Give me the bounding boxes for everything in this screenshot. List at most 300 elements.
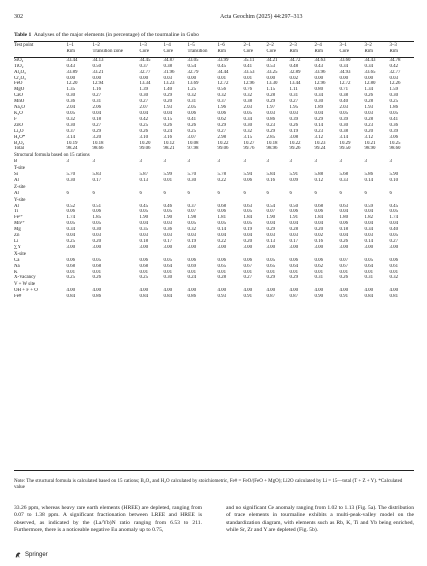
table-cell: 0.01 — [314, 269, 324, 275]
table-cell: 0.30 — [66, 177, 76, 183]
table-cell: 34.45 — [139, 57, 151, 63]
section-label: Y-site — [14, 197, 26, 203]
table-cell: 3 — [266, 159, 269, 165]
row-label: Total — [14, 146, 24, 152]
column-header-position — [14, 49, 66, 57]
running-header — [14, 14, 413, 24]
table-cell: 6 — [339, 190, 342, 196]
table-cell: 1.91 — [289, 215, 299, 221]
table-cell: 0.14 — [217, 227, 227, 233]
table-cell: 3.00 — [187, 244, 197, 250]
table-cell: 0.54 — [187, 63, 197, 69]
table-cell: 0.03 — [139, 233, 149, 239]
table-cell: 13.44 — [289, 81, 301, 87]
table-cell: 3 — [364, 159, 367, 165]
table-cell: 0.17 — [163, 239, 173, 244]
table-cell: 0.39 — [389, 128, 399, 134]
row-label: Zn — [14, 233, 20, 239]
table-cell: 0.14 — [364, 177, 374, 183]
table-cell: 3 — [243, 159, 246, 165]
table-cell: 35.11 — [243, 57, 255, 63]
table-cell: 0.25 — [139, 122, 149, 128]
table-cell: 0.04 — [266, 221, 276, 227]
table-cell: 1.90 — [266, 215, 276, 221]
table-cell: 0.06 — [243, 177, 253, 183]
table-cell: 0.20 — [314, 227, 324, 233]
table-cell: 0.25 — [389, 99, 399, 105]
table-cell: 0.01 — [66, 269, 76, 275]
table-cell: 5.90 — [389, 172, 399, 178]
table-cell: 0.02 — [314, 233, 324, 239]
publisher-name: Springer — [25, 552, 48, 558]
table-cell: 0.04 — [364, 221, 374, 227]
table-cell: 0.53 — [266, 63, 276, 69]
table-cell: 0.01 — [163, 177, 173, 183]
column-header-test-point: 2–4 — [314, 43, 322, 48]
table-cell: 0.06 — [289, 257, 299, 263]
table-cell: 0.28 — [364, 99, 374, 105]
table-cell: 0.62 — [217, 116, 227, 122]
column-header-position: Core — [243, 49, 266, 57]
table-cell: 0.07 — [266, 209, 276, 215]
table-cell: 33.21 — [92, 69, 104, 75]
table-cell: 13.34 — [139, 81, 151, 87]
table-cell: 4.00 — [266, 288, 276, 294]
table-cell: 0.71 — [339, 87, 349, 93]
table-cell: 0.25 — [66, 239, 76, 244]
table-cell: 6 — [389, 190, 392, 196]
table-cell: 6 — [217, 190, 220, 196]
table-cell: 0.48 — [289, 63, 299, 69]
table-cell: 0.86 — [187, 294, 197, 300]
table-cell: 0.05 — [364, 257, 374, 263]
row-label: Al₂O₃ — [14, 69, 26, 75]
table-cell: 0.06 — [243, 257, 253, 263]
column-header-label: Test point — [14, 43, 34, 48]
table-cell: 10.20 — [139, 140, 151, 146]
header-row-positions — [14, 49, 414, 57]
table-cell: 6 — [364, 190, 367, 196]
table-cell: 5.99 — [163, 172, 173, 178]
table-cell: 1.11 — [289, 87, 298, 93]
table-cell: 13.69 — [187, 81, 199, 87]
table-cell: 0.33 — [339, 177, 349, 183]
table-cell: 0.03 — [266, 233, 276, 239]
row-label: Mg — [14, 227, 21, 233]
table-cell: 0.38 — [339, 93, 349, 99]
row-label: X-Vacancy — [14, 275, 36, 281]
table-cell: 0.13 — [139, 177, 149, 183]
table-cell: 34.72 — [289, 57, 301, 63]
table-cell: 0.29 — [266, 128, 276, 134]
table-cell: 0.06 — [139, 257, 149, 263]
table-cell: 0.05 — [243, 221, 253, 227]
table-cell: 1.84 — [314, 215, 324, 221]
section-label: X-site — [14, 251, 26, 257]
section-row — [14, 152, 414, 159]
table-cell: 0.36 — [66, 99, 76, 105]
table-cell: 0.22 — [217, 177, 227, 183]
table-cell: 10.25 — [389, 140, 401, 146]
table-cell: 1.40 — [163, 87, 173, 93]
row-label: Na₂O — [14, 105, 25, 111]
table-cell: 0.30 — [163, 275, 173, 281]
row-label: OH + F + O — [14, 288, 38, 294]
body-text-left: 33.26 ppm, whereas heavy rare earth elements (HREE) are depleted, ranging from 0.07 to 1.38 ppm. A significant fractionation between LREE and HREE is observed, as indicated by the (La/Yb)N ratio ranging from 6.53 to 211. Furthermore, there is a noticeable negative Eu anomaly up to 0.75, — [14, 505, 202, 534]
table-cell: 0.32 — [243, 128, 253, 134]
table-cell: 0.05 — [243, 209, 253, 215]
row-label: ZnO — [14, 122, 23, 128]
table-cell: 0.04 — [217, 233, 227, 239]
table-cell: 3.00 — [364, 244, 374, 250]
table-cell: 0.00 — [139, 75, 149, 81]
table-cell: 0.86 — [92, 294, 102, 300]
table-cell: 0.31 — [289, 93, 299, 99]
table-cell: 6 — [163, 190, 166, 196]
table-cell: 0.38 — [163, 63, 173, 69]
table-cell: 0.29 — [217, 122, 227, 128]
table-cell: 3.20 — [92, 134, 102, 140]
table-cell: 33.99 — [217, 57, 229, 63]
table-cell: 0.07 — [187, 209, 197, 215]
table-cell: 3 — [66, 159, 69, 165]
table-cell: 0.06 — [339, 221, 349, 227]
column-header-test-point: 1–5 — [187, 43, 195, 48]
table-cell: 0.68 — [217, 203, 227, 209]
table-cell: 3.14 — [339, 134, 349, 140]
table-cell: 0.05 — [66, 221, 76, 227]
table-cell: 0.05 — [163, 257, 173, 263]
table-cell: 13.23 — [163, 81, 175, 87]
table-cell: 34.78 — [389, 57, 401, 63]
table-cell: 0.03 — [364, 110, 374, 116]
column-header-position: Rim — [364, 49, 389, 57]
column-header-test-point: 1–2 — [92, 43, 100, 48]
column-header-position: Core — [339, 49, 364, 57]
table-cell: 0.03 — [187, 233, 197, 239]
column-header-position: Rim — [66, 49, 92, 57]
table-cell: 0.84 — [139, 294, 149, 300]
table-cell: 4.00 — [364, 288, 374, 294]
table-cell: 3.10 — [139, 134, 149, 140]
table-cell: 34.63 — [314, 57, 326, 63]
table-cell: 3.12 — [364, 134, 374, 140]
table-cell: 0.63 — [339, 203, 349, 209]
table-cell: 1.89 — [314, 105, 324, 111]
table-cell: 0.87 — [289, 294, 299, 300]
row-label: Li₂O — [14, 128, 24, 134]
table-cell: 0.07 — [339, 257, 349, 263]
table-cell: 0.27 — [243, 275, 253, 281]
table-cell: 98.24 — [66, 146, 78, 152]
table-cell: 0.30 — [139, 93, 149, 99]
column-header-test-point: 1–4 — [163, 43, 171, 48]
table-cell: 0.30 — [66, 122, 76, 128]
table-cell: 3 — [139, 159, 142, 165]
row-label: Si — [14, 172, 19, 178]
section-label: Structural formula based on 15 cations — [14, 153, 90, 159]
table-cell: 0.84 — [66, 294, 76, 300]
table-cell: 31.96 — [163, 69, 175, 75]
table-cell: 0.34 — [314, 93, 324, 99]
table-cell: 1.39 — [139, 87, 149, 93]
table-cell: 0.64 — [364, 263, 374, 269]
row-label: MnO — [14, 99, 25, 105]
body-text-right: and no significant Ce anomaly ranging from 1.02 to 1.13 (Fig. 5a). The distribution of trace elements in tourmaline exhibits a multi-peak-valley model on the standardization diagram, with elements such as Rb, K, Ti and Yb being enriched, while Sr, Zr and Y are depleted (Fig. 5b). — [226, 505, 414, 534]
table-cell: 0.29 — [266, 227, 276, 233]
table-cell: 0.36 — [389, 122, 399, 128]
column-header-test-point: 1–3 — [139, 43, 147, 48]
table-cell: 5.70 — [66, 172, 76, 178]
table-cell: 0.05 — [266, 257, 276, 263]
table-cell: 0.05 — [139, 209, 149, 215]
table-cell: 0.00 — [187, 75, 197, 81]
table-cell: 4.00 — [139, 288, 149, 294]
column-header-test-point: 1–1 — [66, 43, 74, 48]
table-cell: 0.63 — [243, 203, 253, 209]
table-cell: 0.19 — [243, 227, 253, 233]
table-cell: 0.23 — [364, 122, 374, 128]
column-header-test-point: 2–2 — [266, 43, 274, 48]
table-cell: 0.00 — [339, 75, 349, 81]
table-cell: 12.94 — [92, 81, 104, 87]
table-cell: 3.00 — [217, 244, 227, 250]
table-cell: 0.05 — [243, 110, 253, 116]
table-cell: 0.34 — [243, 116, 253, 122]
column-header-test-point: 3–1 — [339, 43, 347, 48]
table-cell: 0.25 — [66, 275, 76, 281]
table-cell: 99.06 — [139, 146, 151, 152]
table-cell: 3 — [339, 159, 342, 165]
table-cell: 0.39 — [339, 116, 349, 122]
table-cell: 1.74 — [66, 215, 76, 221]
table-cell: 0.34 — [339, 63, 349, 69]
table-cell: 33.96 — [314, 69, 326, 75]
table-cell: 1.98 — [187, 215, 197, 221]
table-cell: 0.23 — [266, 122, 276, 128]
row-label: B — [14, 159, 18, 165]
table-cell: 0.29 — [289, 275, 299, 281]
table-cell: 0.68 — [66, 263, 76, 269]
table-cell: 12.26 — [389, 81, 401, 87]
table-cell: 0.05 — [217, 221, 227, 227]
table-cell: 0.32 — [66, 116, 76, 122]
table-cell: 2.98 — [217, 134, 227, 140]
table-cell: 0.01 — [243, 269, 253, 275]
table-cell: 0.04 — [389, 221, 399, 227]
row-label: Li — [14, 239, 19, 244]
table-cell: 0.27 — [289, 99, 299, 105]
table-cell: 0.04 — [243, 233, 253, 239]
table-cell: 0.26 — [289, 122, 299, 128]
table-cell: 0.69 — [187, 263, 197, 269]
table-cell: 3.07 — [187, 134, 197, 140]
table-cell: 0.34 — [364, 227, 374, 233]
table-cell: 10.22 — [217, 140, 229, 146]
column-header-position: Rim — [314, 49, 339, 57]
table-cell: 0.04 — [139, 221, 149, 227]
table-cell: 0.06 — [389, 257, 399, 263]
table-cell: 0.67 — [339, 263, 349, 269]
table-cell: 0.01 — [187, 269, 197, 275]
column-header-position: Core — [266, 49, 289, 57]
table-cell: 0.29 — [314, 116, 324, 122]
row-label: FeO — [14, 81, 23, 87]
table-cell: 0.91 — [243, 294, 253, 300]
table-cell: 0.38 — [243, 99, 253, 105]
table-cell: 12.72 — [339, 81, 351, 87]
table-cell: 99.76 — [243, 146, 255, 152]
table-cell: 0.30 — [92, 227, 102, 233]
table-cell: 1.35 — [66, 87, 76, 93]
row-label: Cr₂O₃ — [14, 75, 26, 81]
table-cell: 98.90 — [364, 146, 376, 152]
page-number: 302 — [14, 14, 23, 20]
table-cell: 5.68 — [339, 172, 349, 178]
table-cell: 0.04 — [364, 209, 374, 215]
table-cell: 32.89 — [289, 69, 301, 75]
table-cell: 6 — [289, 190, 292, 196]
table-cell: 3.00 — [66, 244, 76, 250]
table-cell: 0.29 — [266, 275, 276, 281]
table-cell: 0.06 — [187, 110, 197, 116]
table-cell: 32.77 — [389, 69, 401, 75]
table-cell: 3.00 — [139, 244, 149, 250]
table-cell: 3.15 — [243, 134, 253, 140]
table-notes: Note: The structural formula is calculated based on 15 cations; B₂O₃ and H₂O calculated by stoichiometric, Fe# = FeO/(FeO + MgO); Li2O calculated by Li = 15—total (T + Z + Y). *Calculated value — [14, 479, 403, 491]
table-cell: 0.01 — [217, 269, 227, 275]
table-cell: 0.50 — [289, 203, 299, 209]
table-cell: 0.28 — [217, 275, 227, 281]
table-cell: 32.77 — [139, 69, 151, 75]
table-cell: 6 — [266, 190, 269, 196]
column-header-test-point: 1–6 — [217, 43, 225, 48]
table-cell: 4.00 — [187, 288, 197, 294]
table-cell: 5.87 — [139, 172, 149, 178]
table-cell: 3 — [187, 159, 190, 165]
row-label: B₂O₃ — [14, 140, 25, 146]
table-cell: 0.15 — [163, 116, 173, 122]
table-cell: 3 — [163, 159, 166, 165]
table-cell: 0.93 — [217, 294, 227, 300]
table-cell: 0.03 — [266, 110, 276, 116]
section-row — [14, 281, 414, 288]
table-cell: 0.00 — [364, 75, 374, 81]
table-cell: 33.89 — [66, 69, 78, 75]
table-cell: 0.84 — [163, 294, 173, 300]
table-cell: 0.76 — [243, 87, 253, 93]
table-cell: 0.54 — [266, 203, 276, 209]
table-cell: 10.27 — [243, 140, 255, 146]
table-cell: 0.03 — [364, 233, 374, 239]
table-cell: 0.62 — [314, 263, 324, 269]
table-cell: 0.03 — [163, 233, 173, 239]
table-cell: 0.64 — [163, 263, 173, 269]
table-cell: 0.18 — [139, 239, 149, 244]
table-cell: 0.26 — [139, 128, 149, 134]
table-cell: 0.32 — [187, 93, 197, 99]
table-cell: 0.00 — [66, 75, 76, 81]
table-cell: 34.87 — [163, 57, 175, 63]
table-cell: 2.03 — [339, 105, 349, 111]
table-cell: 0.29 — [92, 128, 102, 134]
table-cell: 10.18 — [266, 140, 278, 146]
table-cell: 0.37 — [217, 99, 227, 105]
table-cell: 0.03 — [389, 75, 399, 81]
table-cell: 0.34 — [66, 227, 76, 233]
column-header-test-point: 2–3 — [289, 43, 297, 48]
table-cell: 0.30 — [314, 99, 324, 105]
table-cell: 1.81 — [217, 215, 227, 221]
section-row — [14, 184, 414, 191]
table-cell: 0.37 — [187, 203, 197, 209]
table-cell: 0.45 — [389, 203, 399, 209]
table-cell: 0.30 — [389, 93, 399, 99]
table-cell: 3 — [217, 159, 220, 165]
table-cell: 12.96 — [243, 81, 255, 87]
table-cell: 1.95 — [289, 105, 299, 111]
table-cell: 0.27 — [217, 128, 227, 134]
table-cell: 0.18 — [339, 227, 349, 233]
table-cell: 3.00 — [92, 244, 102, 250]
table-cell: 0.41 — [187, 116, 197, 122]
column-header-position: Rim — [289, 49, 314, 57]
table-cell: 33.44 — [66, 57, 78, 63]
table-cell: 4.00 — [217, 288, 227, 294]
table-cell: 0.17 — [92, 177, 102, 183]
table-cell: 1.93 — [163, 105, 173, 111]
table-cell: 0.30 — [66, 93, 76, 99]
table-cell: 0.20 — [364, 128, 374, 134]
table-cell: 6 — [187, 190, 190, 196]
table-cell: 6 — [92, 190, 95, 196]
table-cell: 34.21 — [266, 57, 278, 63]
table-cell: 0.46 — [163, 203, 173, 209]
table-cell: 0.24 — [163, 128, 173, 134]
table-cell: 0.01 — [364, 269, 374, 275]
column-header-position: Transition zone — [92, 49, 139, 57]
table-cell: 6 — [139, 190, 142, 196]
table-cell: 1.85 — [92, 215, 102, 221]
table-cell: 4.00 — [163, 288, 173, 294]
table-cell: 0.84 — [364, 294, 374, 300]
table-cell: 4.00 — [339, 288, 349, 294]
table-cell: 0.30 — [187, 177, 197, 183]
table-cell: 3.08 — [289, 134, 299, 140]
footer — [14, 551, 48, 559]
table-cell: 0.26 — [92, 275, 102, 281]
table-cell: 0.06 — [217, 209, 227, 215]
table-cell: 99.50 — [339, 146, 351, 152]
row-label: Mn²⁺ — [14, 221, 25, 227]
table-caption — [14, 32, 414, 39]
table-cell: 0.04 — [66, 233, 76, 239]
table-cell: 0.03 — [163, 221, 173, 227]
table-cell: 3.00 — [266, 244, 276, 250]
table-cell: 0.04 — [339, 233, 349, 239]
table-cell: 0.17 — [289, 239, 299, 244]
section-label: V + W site — [14, 282, 36, 288]
table-cell: 0.31 — [314, 275, 324, 281]
table-cell: 0.05 — [163, 209, 173, 215]
table-cell: 0.06 — [187, 257, 197, 263]
table-cell: 0.50 — [92, 63, 102, 69]
table-cell: 0.42 — [139, 116, 149, 122]
table-cell: 0.65 — [217, 263, 227, 269]
section-row — [14, 197, 414, 204]
table-cell: 0.05 — [389, 233, 399, 239]
table-cell: 0.04 — [339, 209, 349, 215]
